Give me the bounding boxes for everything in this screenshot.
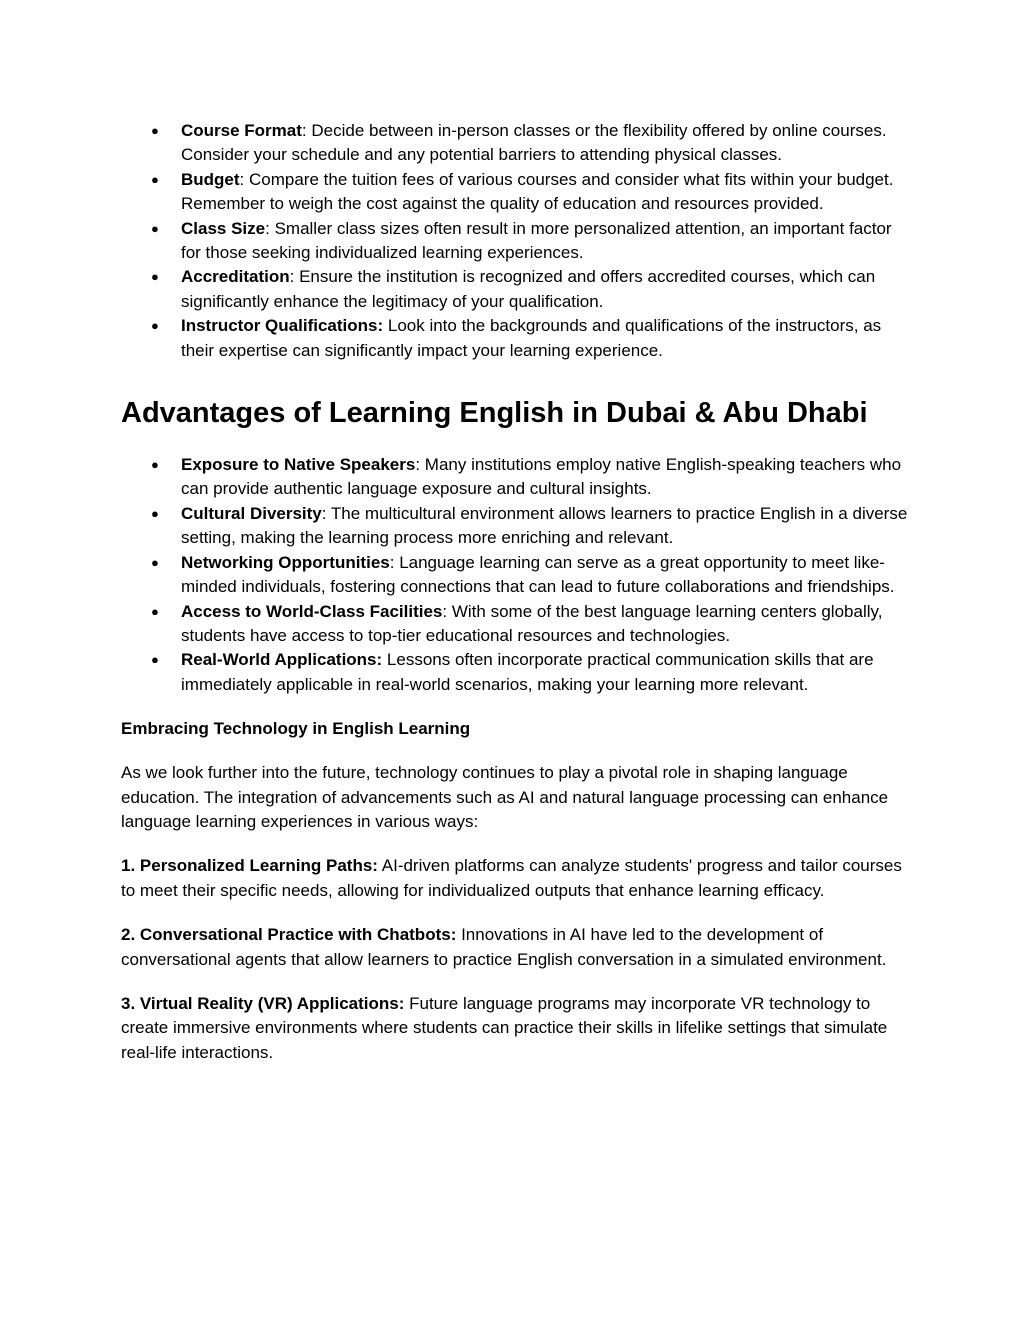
list-item-term: Instructor Qualifications: <box>181 316 384 336</box>
document-page <box>121 119 911 1065</box>
list-item-term: Budget <box>181 169 240 189</box>
list-item-term: Access to World-Class Facilities <box>181 601 443 621</box>
bullet-icon: ● <box>151 269 159 285</box>
list-item-text: The multicultural environment allows learners to practice English in a diverse setting, making the learning process more enriching and relevant. <box>181 503 908 548</box>
list-item-text: Lessons often incorporate practical communication skills that are immediately applicable in real-world scenarios, making your learning more relevant. <box>181 650 874 694</box>
intro-paragraph: As we look further into the future, technology continues to play a pivotal role in shaping language education. The integration of advancements such as AI and natural language processing can enhance language learning experiences in various ways: <box>121 763 889 831</box>
point-paragraph <box>121 923 911 972</box>
list-item-text: Look into the backgrounds and qualifications of the instructors, as their expertise can significantly impact your learning experience. <box>181 316 882 360</box>
bullet-icon: ● <box>151 603 159 619</box>
bullet-icon: ● <box>151 505 159 521</box>
point-term: 1. Personalized Learning Paths: <box>121 856 378 876</box>
list-item: ● Networking Opportunities: Language learning can serve as a great opportunity to meet like-minded individuals, fostering connections that can lead to future collaborations and friendships. <box>151 552 895 597</box>
bullet-icon: ● <box>151 318 159 334</box>
list-item: ● Exposure to Native Speakers: Many institutions employ native English-speaking teachers who can provide authentic language exposure and cultural insights. <box>151 455 902 499</box>
list-item-text: Decide between in-person classes or the flexibility offered by online courses. Consider your schedule and any potential barriers to attending physical classes. <box>181 121 887 165</box>
list-item <box>121 314 911 363</box>
point-paragraph <box>121 854 911 903</box>
list-item-text: With some of the best language learning centers globally, students have access to top-tier educational resources and technologies. <box>181 601 883 645</box>
list-item-text: Compare the tuition fees of various courses and consider what fits within your budget. Remember to weigh the cost against the quality of education and resources provided. <box>181 169 894 214</box>
list-item: ● Accreditation: Ensure the institution is recognized and offers accredited courses, which can significantly enhance the legitimacy of your qualification. <box>151 267 876 311</box>
list-item-text: Many institutions employ native English-speaking teachers who can provide authentic language exposure and cultural insights. <box>181 455 902 499</box>
bullet-icon: ● <box>151 554 159 570</box>
list-item-term: Exposure to Native Speakers <box>181 455 416 475</box>
list-item-term: Class Size <box>181 218 266 238</box>
point-text: AI-driven platforms can analyze students' progress and tailor courses to meet their specific needs, allowing for individualized outputs that enhance learning efficacy. <box>121 856 902 900</box>
bullet-icon: ● <box>151 123 159 138</box>
course-criteria-list <box>121 119 911 363</box>
list-item-term: Accreditation <box>181 267 290 287</box>
bullet-icon: ● <box>151 457 159 473</box>
list-item: ● Course Format: Decide between in-person classes or the flexibility offered by online courses. Consider your schedule and any potential barriers to attending physical classes. <box>151 121 887 165</box>
bullet-icon: ● <box>151 652 159 668</box>
list-item-text: Ensure the institution is recognized and offers accredited courses, which can significantly enhance the legitimacy of your qualification. <box>181 267 876 311</box>
list-item-term: Course Format <box>181 121 302 140</box>
bullet-icon: ● <box>151 171 159 187</box>
advantages-list <box>121 453 911 697</box>
list-item: ● Access to World-Class Facilities: With some of the best language learning centers globally, students have access to top-tier educational resources and technologies. <box>151 601 883 645</box>
section-heading: Advantages of Learning English in Dubai & Abu Dhabi <box>121 397 868 430</box>
bullet-icon: ● <box>151 220 159 236</box>
list-item: ● Budget: Compare the tuition fees of various courses and consider what fits within your budget. Remember to weigh the cost against the quality of education and resources provided. <box>151 169 894 214</box>
point-text: Innovations in AI have led to the development of conversational agents that allow learners to practice English conversation in a simulated environment. <box>121 925 887 969</box>
list-item-text: Language learning can serve as a great opportunity to meet like-minded individuals, fostering connections that can lead to future collaborations and friendships. <box>181 552 895 597</box>
subsection-heading: Embracing Technology in English Learning <box>121 719 471 739</box>
point-paragraph <box>121 992 911 1065</box>
list-item-term: Cultural Diversity <box>181 503 322 523</box>
list-item-term: Real-World Applications: <box>181 650 383 670</box>
point-term: 2. Conversational Practice with Chatbots: <box>121 925 457 945</box>
list-item <box>121 648 911 697</box>
point-term: 3. Virtual Reality (VR) Applications: <box>121 993 405 1013</box>
list-item: ● Cultural Diversity: The multicultural environment allows learners to practice English in a diverse setting, making the learning process more enriching and relevant. <box>151 503 908 548</box>
list-item: ● Class Size: Smaller class sizes often result in more personalized attention, an important factor for those seeking individualized learning experiences. <box>151 218 892 263</box>
list-item-term: Networking Opportunities <box>181 552 390 572</box>
point-text: Future language programs may incorporate VR technology to create immersive environments where students can practice their skills in lifelike settings that simulate real-life interactions. <box>121 993 888 1062</box>
list-item-text: Smaller class sizes often result in more personalized attention, an important factor for those seeking individualized learning experiences. <box>181 218 892 263</box>
